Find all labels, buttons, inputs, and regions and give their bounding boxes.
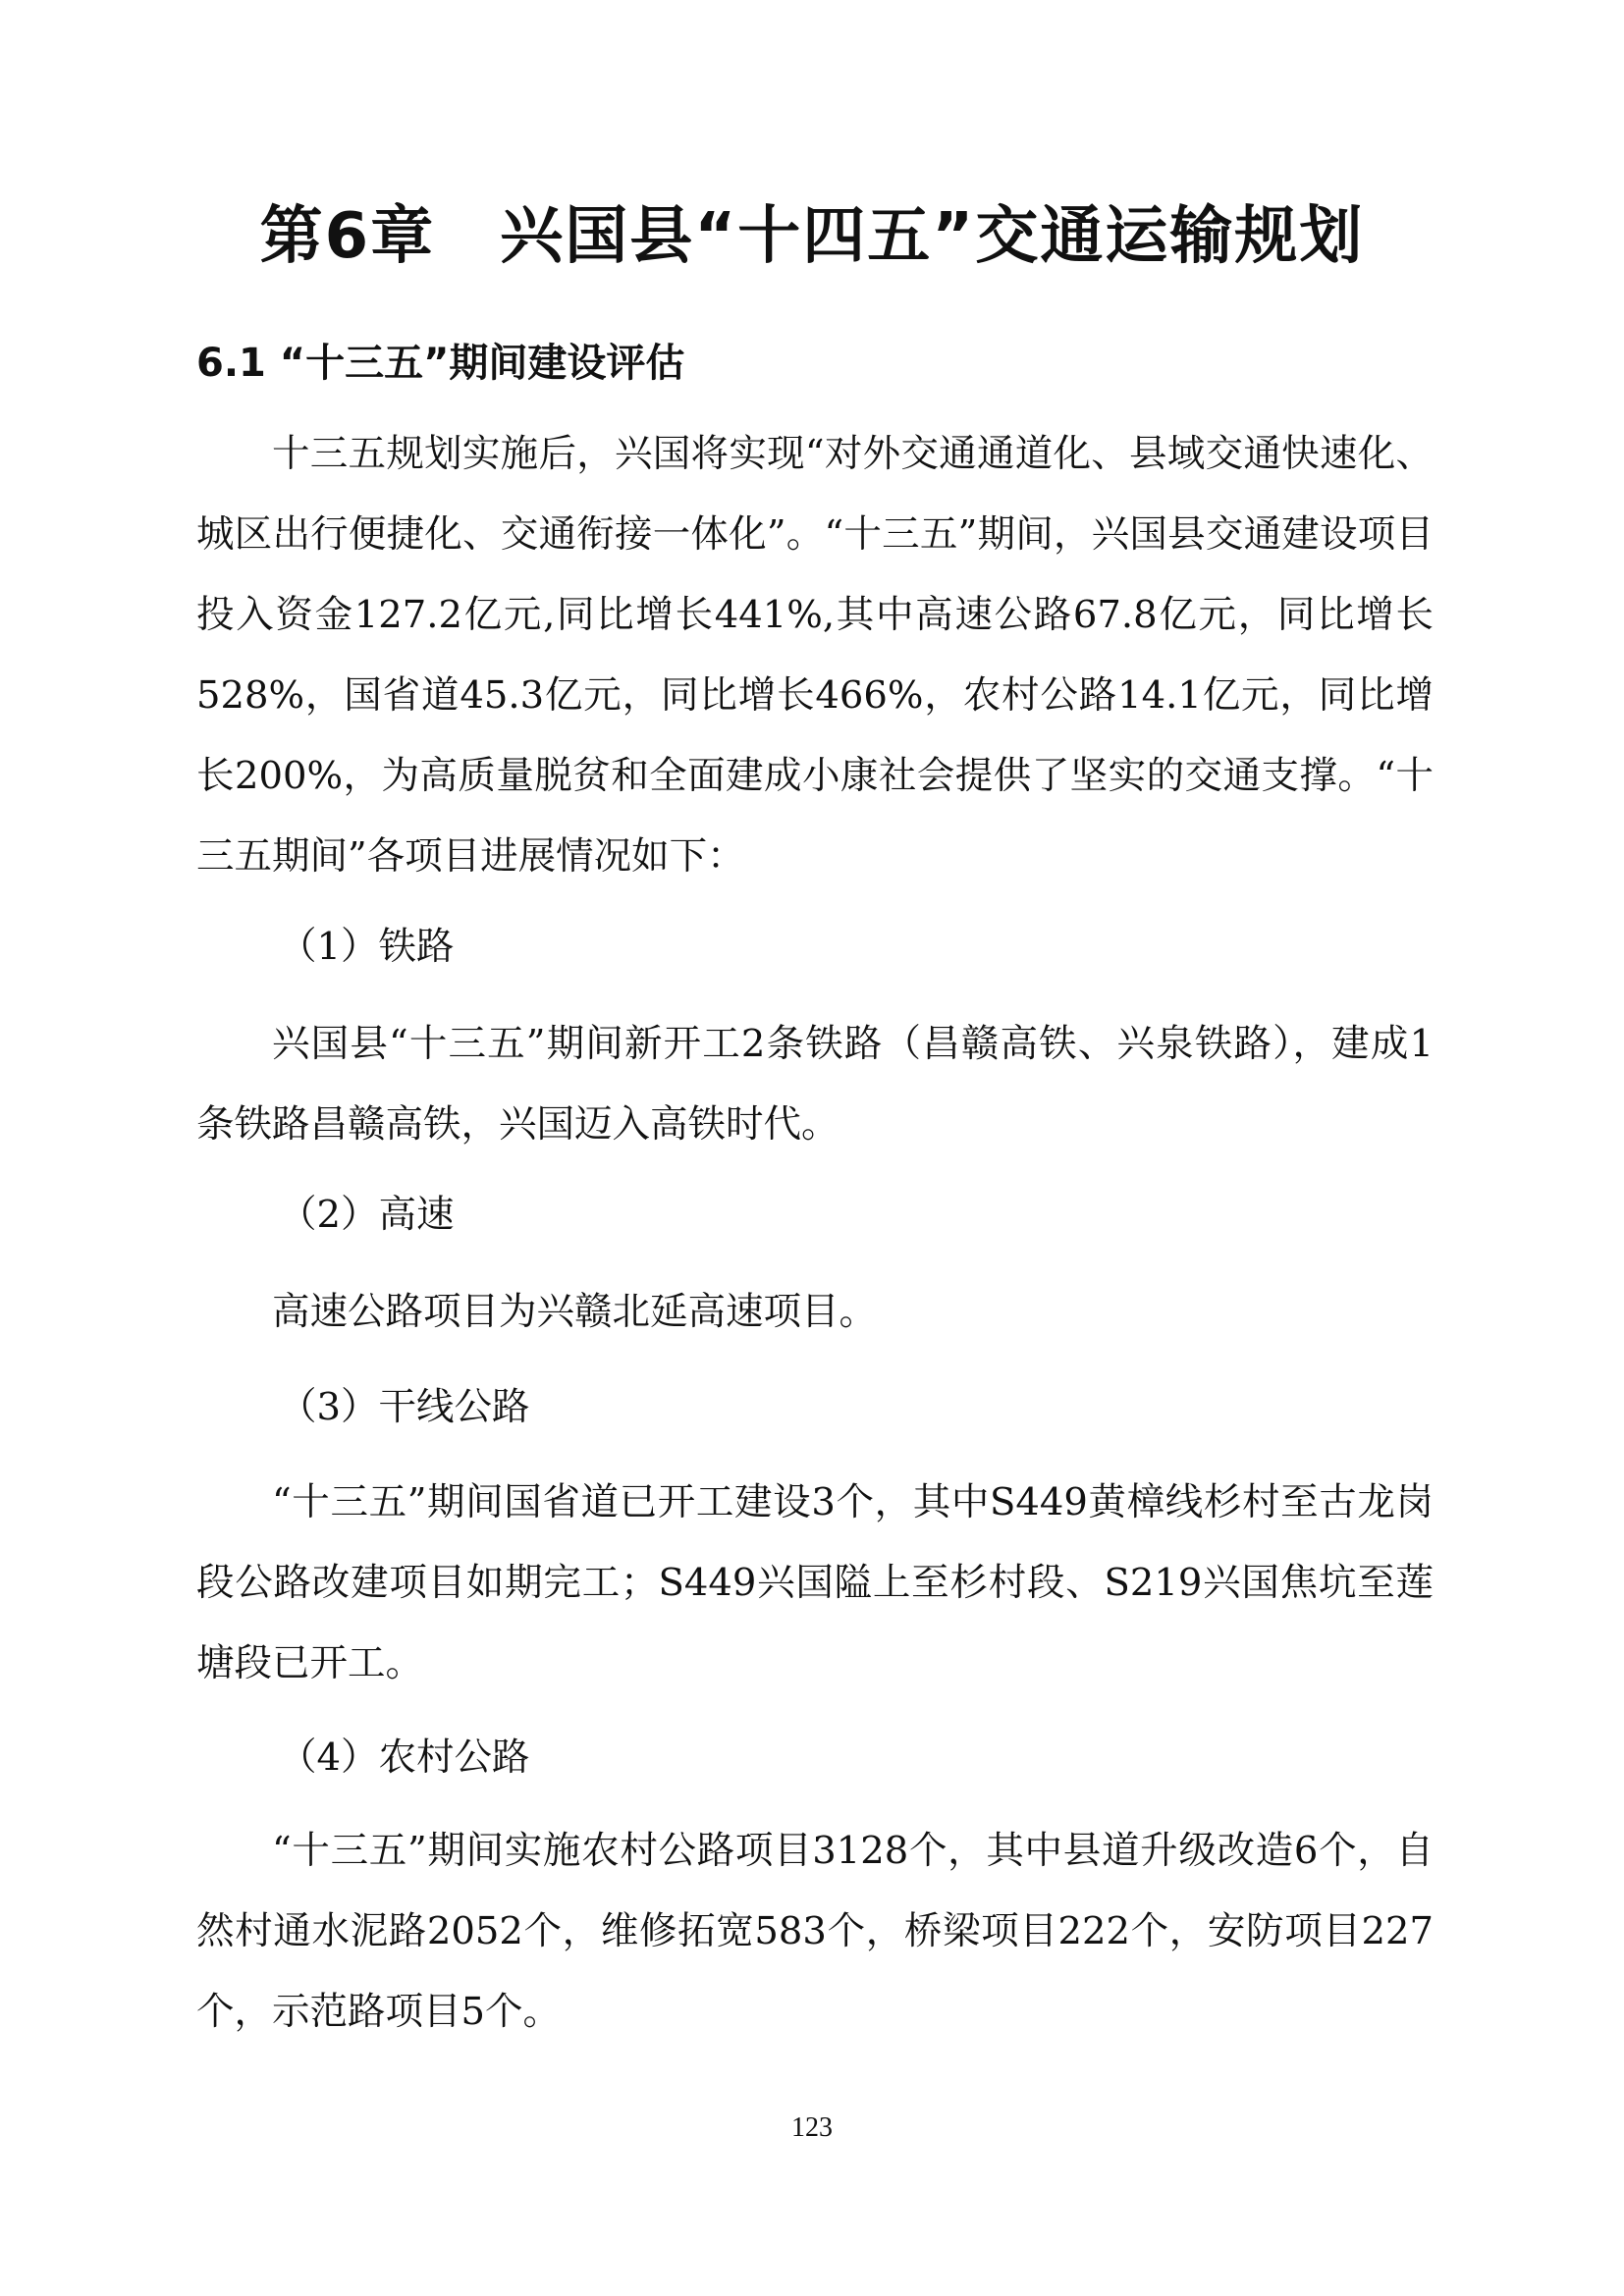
subheading-rural-road: （4）农村公路 bbox=[279, 1735, 530, 1780]
rural-road-paragraph: “十三五”期间实施农村公路项目3128个，其中县道升级改造6个，自然村通水泥路2052个，维修拓宽583个，桥梁项目222个，安防项目227个，示范路项目5个。 bbox=[196, 1829, 1434, 2034]
section-title: 6.1 “十三五”期间建设评估 bbox=[196, 341, 685, 386]
railway-paragraph: 兴国县“十三五”期间新开工2条铁路（昌赣高铁、兴泉铁路），建成1条铁路昌赣高铁，兴国迈入高铁时代。 bbox=[196, 1022, 1434, 1147]
page-number: 123 bbox=[791, 2112, 833, 2143]
intro-paragraph: 十三五规划实施后，兴国将实现“对外交通通道化、县域交通快速化、城区出行便捷化、交通衔接一体化”。“十三五”期间，兴国县交通建设项目投入资金127.2亿元,同比增长441%,其中高速公路67.8亿元，同比增长528%，国省道45.3亿元，同比增长466%，农村公路14.1亿元，同比增长200%，为高质量脱贫和全面建成小康社会提供了坚实的交通支撑。“十三五期间”各项目进展情况如下： bbox=[196, 432, 1434, 879]
subheading-railway: （1）铁路 bbox=[279, 925, 455, 969]
expressway-paragraph: 高速公路项目为兴赣北延高速项目。 bbox=[272, 1290, 878, 1334]
subheading-trunk-road: （3）干线公路 bbox=[279, 1385, 530, 1429]
subheading-expressway: （2）高速 bbox=[279, 1193, 455, 1237]
chapter-title: 第6章 兴国县“十四五”交通运输规划 bbox=[259, 200, 1365, 273]
trunk-road-paragraph: “十三五”期间国省道已开工建设3个，其中S449黄樟线杉村至古龙岗段公路改建项目如期完工；S449兴国隘上至杉村段、S219兴国焦坑至莲塘段已开工。 bbox=[196, 1480, 1434, 1685]
